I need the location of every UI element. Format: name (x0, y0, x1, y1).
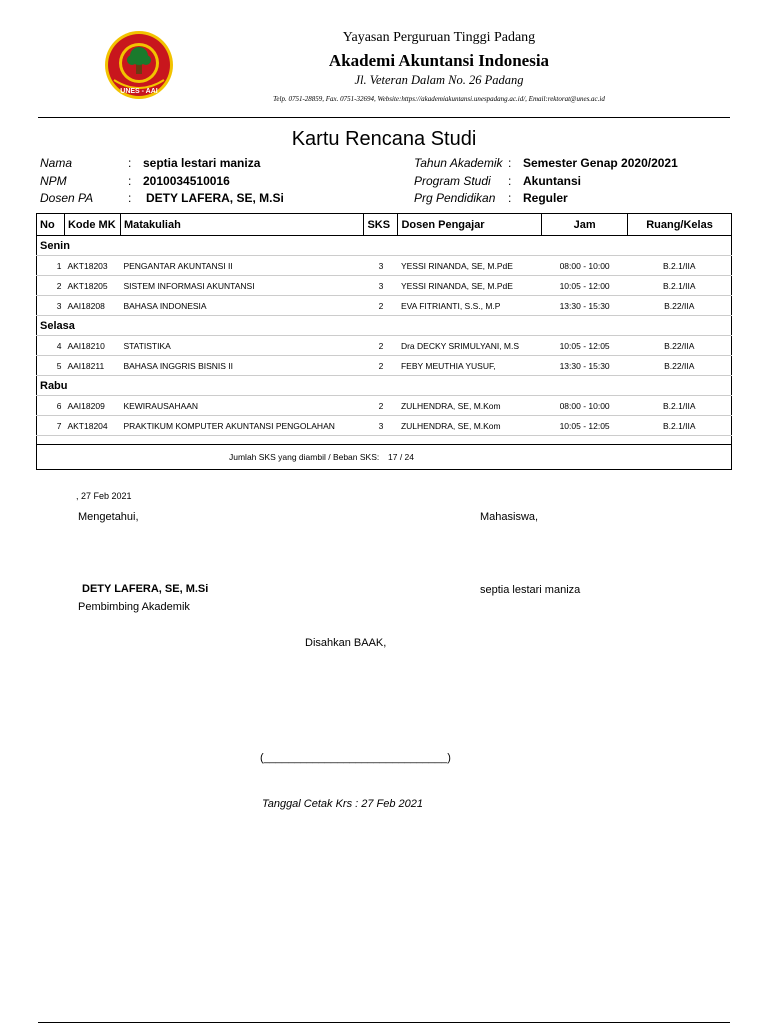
table-row (37, 276, 732, 296)
cell-kode: AAI18208 (64, 296, 120, 316)
cell-matakuliah: SISTEM INFORMASI AKUNTANSI (120, 276, 364, 296)
cell-jam: 10:05 - 12:05 (542, 336, 628, 356)
day-row-senin (37, 236, 732, 256)
total-label: Jumlah SKS yang diambil / Beban SKS: (229, 452, 380, 462)
cell-kode: AAI18210 (64, 336, 120, 356)
baak-signature-line: (______________________________) (260, 752, 451, 764)
cell-dosen: YESSI RINANDA, SE, M.PdE (398, 256, 542, 276)
cell-jam: 08:00 - 10:00 (542, 256, 628, 276)
mahasiswa-label: Mahasiswa, (480, 511, 539, 523)
cell-ruang: B.22/IIA (628, 356, 732, 376)
cell-ruang: B.2.1/IIA (628, 396, 732, 416)
separator: : (508, 156, 512, 170)
prg-label: Prg Pendidikan (414, 191, 496, 205)
cell-sks: 3 (364, 276, 398, 296)
day-row-selasa (37, 316, 732, 336)
table-row (37, 336, 732, 356)
header-jam: Jam (542, 214, 628, 236)
dosen-pa-label: Dosen PA (40, 191, 94, 205)
cell-kode: AKT18205 (64, 276, 120, 296)
cell-matakuliah: BAHASA INDONESIA (120, 296, 364, 316)
cell-no: 4 (37, 336, 65, 356)
header-ruang: Ruang/Kelas (628, 214, 732, 236)
cell-dosen: Dra DECKY SRIMULYANI, M.S (398, 336, 542, 356)
cell-kode: AKT18204 (64, 416, 120, 436)
nama-value: septia lestari maniza (143, 156, 261, 170)
header-matakuliah: Matakuliah (120, 214, 364, 236)
nama-label: Nama (40, 156, 73, 170)
cell-dosen: FEBY MEUTHIA YUSUF, (398, 356, 542, 376)
tahun-value: Semester Genap 2020/2021 (523, 156, 678, 170)
cell-jam: 10:05 - 12:05 (542, 416, 628, 436)
table-row (37, 416, 732, 436)
cell-no: 5 (37, 356, 65, 376)
mengetahui-label: Mengetahui, (78, 511, 139, 523)
logo-text: UNES - AAI (120, 88, 158, 95)
cell-sks: 3 (364, 256, 398, 276)
prodi-label: Program Studi (414, 174, 491, 188)
dosen-pa-value: DETY LAFERA, SE, M.Si (146, 191, 284, 205)
pa-role: Pembimbing Akademik (78, 601, 190, 613)
cell-no: 1 (37, 256, 65, 276)
cell-kode: AAI18209 (64, 396, 120, 416)
cell-no: 7 (37, 416, 65, 436)
separator: : (508, 174, 512, 188)
cell-dosen: EVA FITRIANTI, S.S., M.P (398, 296, 542, 316)
academy-contact: Telp. 0751-28859, Fax. 0751-32694, Website:https://akademiakuntansi.unespadang.ac.id/, Email:rektorat@unes.ac.id (273, 95, 605, 103)
cell-kode: AKT18203 (64, 256, 120, 276)
print-date: Tanggal Cetak Krs : 27 Feb 2021 (262, 798, 424, 810)
spacer-row (37, 436, 732, 445)
header-no: No (37, 214, 65, 236)
disahkan-label: Disahkan BAAK, (305, 637, 387, 649)
cell-dosen: YESSI RINANDA, SE, M.PdE (398, 276, 542, 296)
cell-jam: 13:30 - 15:30 (542, 296, 628, 316)
header-divider (38, 117, 730, 118)
student-signature-name: septia lestari maniza (480, 584, 581, 596)
course-table (36, 213, 732, 470)
cell-sks: 2 (364, 396, 398, 416)
cell-no: 2 (37, 276, 65, 296)
cell-ruang: B.2.1/IIA (628, 256, 732, 276)
table-row (37, 396, 732, 416)
cell-jam: 08:00 - 10:00 (542, 396, 628, 416)
cell-no: 6 (37, 396, 65, 416)
cell-ruang: B.22/IIA (628, 336, 732, 356)
tahun-label: Tahun Akademik (414, 156, 503, 170)
table-row (37, 296, 732, 316)
separator: : (128, 156, 132, 170)
cell-ruang: B.22/IIA (628, 296, 732, 316)
cell-kode: AAI18211 (64, 356, 120, 376)
day-row-rabu (37, 376, 732, 396)
cell-ruang: B.2.1/IIA (628, 416, 732, 436)
cell-dosen: ZULHENDRA, SE, M.Kom (398, 416, 542, 436)
prg-value: Reguler (523, 191, 568, 205)
cell-matakuliah: BAHASA INGGRIS BISNIS II (120, 356, 364, 376)
cell-jam: 13:30 - 15:30 (542, 356, 628, 376)
academy-name: Akademi Akuntansi Indonesia (328, 51, 550, 70)
header-dosen: Dosen Pengajar (398, 214, 542, 236)
separator: : (128, 174, 132, 188)
cell-sks: 2 (364, 356, 398, 376)
table-row (37, 256, 732, 276)
day-label: Rabu (37, 376, 732, 396)
academy-address: Jl. Veteran Dalam No. 26 Padang (354, 73, 524, 87)
header-kode: Kode MK (64, 214, 120, 236)
total-row (37, 445, 732, 470)
cell-ruang: B.2.1/IIA (628, 276, 732, 296)
document-title: Kartu Rencana Studi (291, 128, 477, 150)
sign-date: , 27 Feb 2021 (76, 491, 132, 501)
cell-matakuliah: KEWIRAUSAHAAN (120, 396, 364, 416)
total-value: 17 / 24 (388, 452, 414, 462)
table-row (37, 356, 732, 376)
cell-sks: 3 (364, 416, 398, 436)
cell-matakuliah: PENGANTAR AKUNTANSI II (120, 256, 364, 276)
table-header-row (37, 214, 732, 236)
cell-matakuliah: STATISTIKA (120, 336, 364, 356)
header-sks: SKS (364, 214, 398, 236)
day-label: Senin (37, 236, 732, 256)
cell-no: 3 (37, 296, 65, 316)
cell-sks: 2 (364, 336, 398, 356)
cell-jam: 10:05 - 12:00 (542, 276, 628, 296)
page-bottom-rule (38, 1022, 730, 1023)
cell-sks: 2 (364, 296, 398, 316)
day-label: Selasa (37, 316, 732, 336)
prodi-value: Akuntansi (523, 174, 582, 188)
separator: : (128, 191, 132, 205)
cell-matakuliah: PRAKTIKUM KOMPUTER AKUNTANSI PENGOLAHAN (120, 416, 364, 436)
cell-dosen: ZULHENDRA, SE, M.Kom (398, 396, 542, 416)
separator: : (508, 191, 512, 205)
pa-name: DETY LAFERA, SE, M.Si (82, 583, 209, 595)
npm-value: 2010034510016 (143, 174, 230, 188)
npm-label: NPM (40, 174, 67, 188)
foundation-name: Yayasan Perguruan Tinggi Padang (342, 30, 536, 45)
